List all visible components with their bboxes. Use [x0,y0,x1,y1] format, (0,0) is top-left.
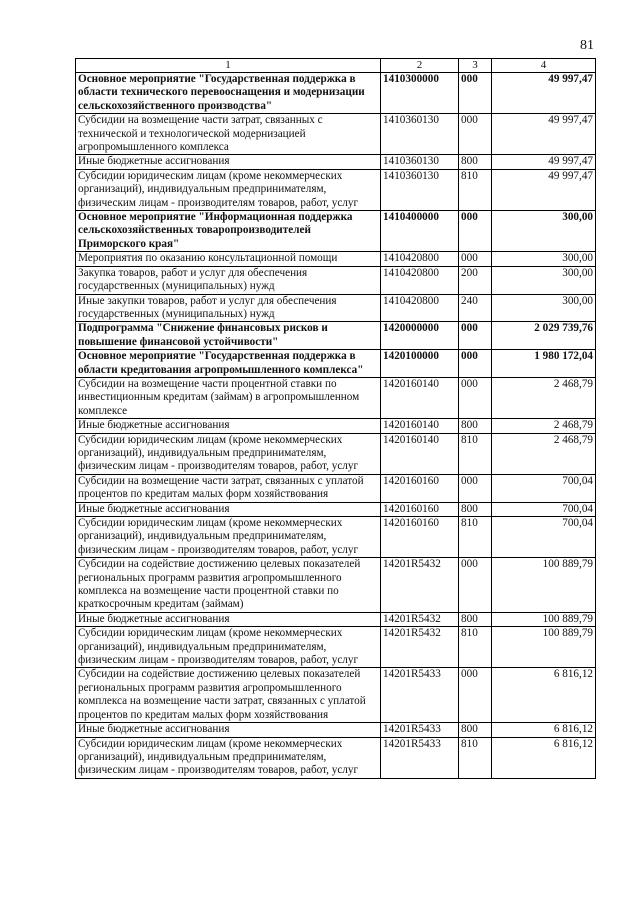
row-type-cell: 000 [459,211,492,252]
row-name-cell: Закупка товаров, работ и услуг для обеспечения государственных (муниципальных) нужд [76,266,381,294]
row-code-cell: 1420000000 [381,322,459,350]
table-row [76,558,596,613]
row-code-cell: 14201R5432 [381,558,459,613]
row-code-cell: 14201R5433 [381,723,459,737]
row-type-cell: 800 [459,419,492,433]
table-row [76,433,596,474]
row-code-cell: 1420160160 [381,502,459,516]
column-header-4: 4 [492,59,596,73]
row-type-cell: 000 [459,252,492,266]
table-header-row [76,59,596,73]
row-amount-cell: 700,04 [492,474,596,502]
column-header-3: 3 [459,59,492,73]
row-type-cell: 000 [459,474,492,502]
row-name-cell: Субсидии юридическим лицам (кроме некоммерческих организаций), индивидуальным предпринимателям, физическим лицам - производителям товаров, работ, услуг [76,169,381,210]
table-row [76,350,596,378]
row-name-cell: Иные бюджетные ассигнования [76,155,381,169]
table-row [76,517,596,558]
row-type-cell: 810 [459,169,492,210]
row-amount-cell: 300,00 [492,266,596,294]
row-amount-cell: 300,00 [492,294,596,322]
row-name-cell: Субсидии юридическим лицам (кроме некоммерческих организаций), индивидуальным предпринимателям, физическим лицам - производителям товаров, работ, услуг [76,627,381,668]
row-amount-cell: 100 889,79 [492,612,596,626]
budget-table [75,58,596,779]
table-row [76,627,596,668]
row-type-cell: 200 [459,266,492,294]
row-amount-cell: 300,00 [492,211,596,252]
row-amount-cell: 2 029 739,76 [492,322,596,350]
row-name-cell: Основное мероприятие "Государственная поддержка в области технического перевооснащения и модернизации сельскохозяйственного производства" [76,73,381,114]
budget-table-body [76,59,596,779]
row-amount-cell: 49 997,47 [492,114,596,155]
row-name-cell: Субсидии на содействие достижению целевых показателей региональных программ развития агропромышленного комплекса на возмещение части процентной ставки по краткосрочным кредитам (займам) [76,558,381,613]
table-row [76,266,596,294]
row-code-cell: 1420160160 [381,517,459,558]
table-row [76,723,596,737]
row-type-cell: 000 [459,73,492,114]
row-type-cell: 810 [459,737,492,778]
row-amount-cell: 2 468,79 [492,377,596,418]
row-amount-cell: 2 468,79 [492,419,596,433]
row-code-cell: 1420160140 [381,377,459,418]
row-code-cell: 1410420800 [381,252,459,266]
row-name-cell: Иные бюджетные ассигнования [76,612,381,626]
row-type-cell: 800 [459,502,492,516]
row-name-cell: Субсидии юридическим лицам (кроме некоммерческих организаций), индивидуальным предпринимателям, физическим лицам - производителям товаров, работ, услуг [76,433,381,474]
row-code-cell: 1420100000 [381,350,459,378]
row-name-cell: Субсидии на содействие достижению целевых показателей региональных программ развития агропромышленного комплекса на возмещение части затрат, связанных с уплатой процентов по кредитам малых форм хозяйствования [76,668,381,723]
row-type-cell: 240 [459,294,492,322]
row-name-cell: Субсидии юридическим лицам (кроме некоммерческих организаций), индивидуальным предпринимателям, физическим лицам - производителям товаров, работ, услуг [76,517,381,558]
table-row [76,155,596,169]
row-name-cell: Основное мероприятие "Информационная поддержка сельскохозяйственных товаропроизводителей Приморского края" [76,211,381,252]
row-name-cell: Иные бюджетные ассигнования [76,723,381,737]
row-name-cell: Субсидии на возмещение части процентной ставки по инвестиционным кредитам (займам) в агропромышленном комплексе [76,377,381,418]
row-type-cell: 800 [459,155,492,169]
row-code-cell: 14201R5433 [381,737,459,778]
row-type-cell: 810 [459,627,492,668]
row-code-cell: 1420160140 [381,419,459,433]
row-code-cell: 14201R5433 [381,668,459,723]
row-name-cell: Субсидии юридическим лицам (кроме некоммерческих организаций), индивидуальным предпринимателям, физическим лицам - производителям товаров, работ, услуг [76,737,381,778]
table-row [76,502,596,516]
row-code-cell: 14201R5432 [381,627,459,668]
row-code-cell: 1410300000 [381,73,459,114]
table-row [76,294,596,322]
row-amount-cell: 700,04 [492,502,596,516]
row-type-cell: 000 [459,114,492,155]
table-row [76,169,596,210]
row-amount-cell: 300,00 [492,252,596,266]
row-amount-cell: 6 816,12 [492,737,596,778]
row-name-cell: Мероприятия по оказанию консультационной помощи [76,252,381,266]
row-code-cell: 1410360130 [381,114,459,155]
row-type-cell: 800 [459,612,492,626]
row-type-cell: 000 [459,350,492,378]
row-code-cell: 1410420800 [381,266,459,294]
row-code-cell: 1420160160 [381,474,459,502]
row-type-cell: 000 [459,668,492,723]
row-name-cell: Подпрограмма "Снижение финансовых рисков и повышение финансовой устойчивости" [76,322,381,350]
row-amount-cell: 49 997,47 [492,73,596,114]
row-amount-cell: 2 468,79 [492,433,596,474]
row-amount-cell: 100 889,79 [492,558,596,613]
table-row [76,377,596,418]
table-row [76,612,596,626]
row-name-cell: Иные бюджетные ассигнования [76,419,381,433]
row-amount-cell: 49 997,47 [492,169,596,210]
table-row [76,73,596,114]
row-type-cell: 810 [459,433,492,474]
column-header-1: 1 [76,59,381,73]
row-amount-cell: 6 816,12 [492,723,596,737]
row-amount-cell: 49 997,47 [492,155,596,169]
row-code-cell: 1410420800 [381,294,459,322]
table-row [76,668,596,723]
row-type-cell: 000 [459,322,492,350]
row-code-cell: 1410360130 [381,169,459,210]
row-amount-cell: 1 980 172,04 [492,350,596,378]
row-type-cell: 000 [459,558,492,613]
row-type-cell: 000 [459,377,492,418]
table-row [76,114,596,155]
column-header-2: 2 [381,59,459,73]
row-name-cell: Основное мероприятие "Государственная поддержка в области кредитования агропромышленного комплекса" [76,350,381,378]
row-name-cell: Иные закупки товаров, работ и услуг для обеспечения государственных (муниципальных) нужд [76,294,381,322]
row-type-cell: 800 [459,723,492,737]
row-code-cell: 14201R5432 [381,612,459,626]
row-amount-cell: 100 889,79 [492,627,596,668]
row-type-cell: 810 [459,517,492,558]
table-row [76,419,596,433]
row-name-cell: Субсидии на возмещение части затрат, связанных с технической и технологической модернизацией агропромышленного комплекса [76,114,381,155]
row-name-cell: Субсидии на возмещение части затрат, связанных с уплатой процентов по кредитам малых форм хозяйствования [76,474,381,502]
table-row [76,737,596,778]
row-amount-cell: 6 816,12 [492,668,596,723]
table-row [76,322,596,350]
table-row [76,474,596,502]
table-row [76,211,596,252]
page-number: 81 [580,38,594,53]
row-name-cell: Иные бюджетные ассигнования [76,502,381,516]
row-code-cell: 1420160140 [381,433,459,474]
row-amount-cell: 700,04 [492,517,596,558]
row-code-cell: 1410400000 [381,211,459,252]
row-code-cell: 1410360130 [381,155,459,169]
table-row [76,252,596,266]
